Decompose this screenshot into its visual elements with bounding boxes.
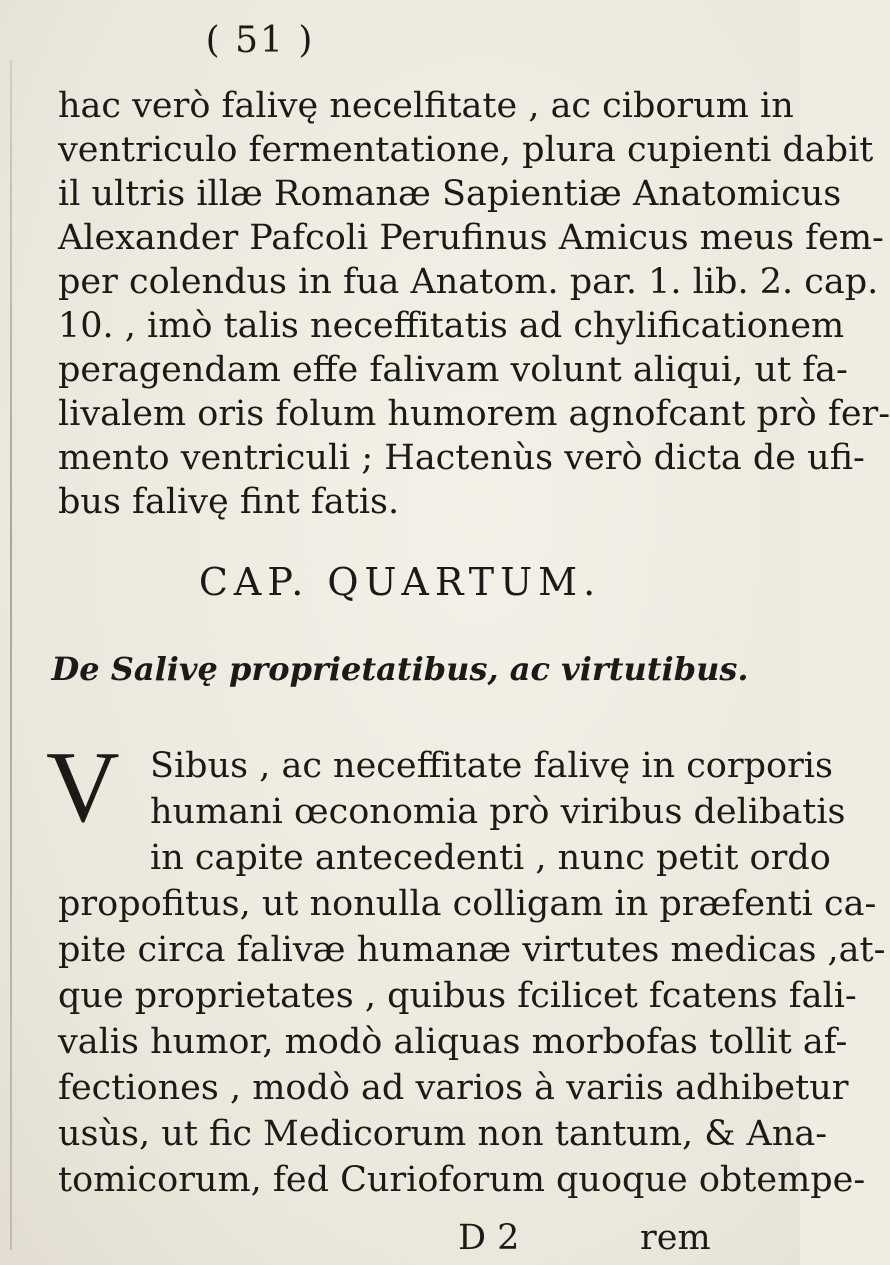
drop-cap-letter: V bbox=[46, 731, 120, 844]
text-line: il ultris illæ Romanæ Sapientiæ Anatomicus bbox=[58, 174, 842, 214]
signature-mark: D 2 bbox=[458, 1218, 520, 1258]
text-line: valis humor, modò aliquas morbofas tollit af- bbox=[58, 1022, 848, 1062]
text-line: propofitus, ut nonulla colligam in præfenti ca- bbox=[58, 884, 877, 924]
text-line: hac verò falivę necelfitate , ac ciborum in bbox=[58, 86, 794, 126]
catchword: rem bbox=[640, 1218, 711, 1258]
page-number: ( 51 ) bbox=[205, 20, 315, 61]
text-line: 10. , imò talis neceffitatis ad chylificationem bbox=[58, 306, 845, 346]
text-line: Sibus , ac neceffitate falivę in corporis bbox=[150, 746, 833, 786]
text-line: tomicorum, fed Curioforum quoque obtempe- bbox=[58, 1160, 866, 1200]
text-line: humani œconomia prò viribus delibatis bbox=[150, 792, 846, 832]
text-line: bus falivę fint fatis. bbox=[58, 482, 400, 522]
text-line: mento ventriculi ; Hactenùs verò dicta de ufi- bbox=[58, 438, 865, 478]
chapter-heading: CAP. QUARTUM. bbox=[198, 560, 602, 604]
text-line: in capite antecedenti , nunc petit ordo bbox=[150, 838, 831, 878]
text-line: pite circa falivæ humanæ virtutes medicas ,at- bbox=[58, 930, 886, 970]
text-line: fectiones , modò ad varios à variis adhibetur bbox=[58, 1068, 849, 1108]
text-line: ventriculo fermentatione, plura cupienti dabit bbox=[58, 130, 874, 170]
text-line: que proprietates , quibus fcilicet fcatens fali- bbox=[58, 976, 857, 1016]
text-line: Alexander Pafcoli Perufinus Amicus meus fem- bbox=[58, 218, 884, 258]
text-line: per colendus in fua Anatom. par. 1. lib. 2. cap. bbox=[58, 262, 879, 302]
text-line: usùs, ut fic Medicorum non tantum, & Ana- bbox=[58, 1114, 828, 1154]
chapter-subtitle: De Salivę proprietatibus, ac virtutibus. bbox=[51, 650, 749, 688]
text-line: livalem oris folum humorem agnofcant prò fer- bbox=[58, 394, 890, 434]
text-line: peragendam effe falivam volunt aliqui, ut fa- bbox=[58, 350, 848, 390]
